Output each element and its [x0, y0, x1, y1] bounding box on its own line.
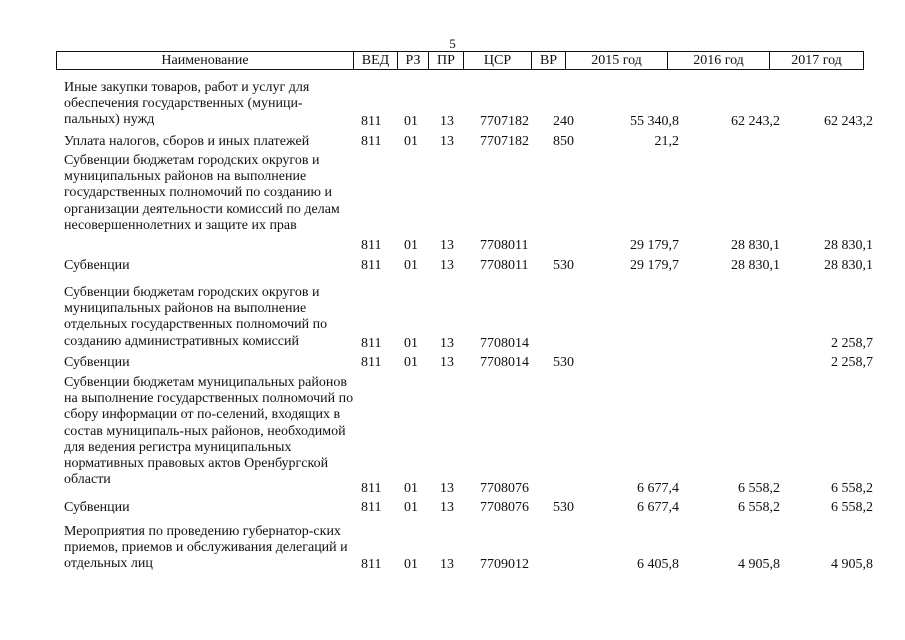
row-csr: 7709012 [480, 557, 529, 572]
row-pr: 13 [440, 355, 454, 370]
row-rz: 01 [404, 355, 418, 370]
row-name: Иные закупки товаров, работ и услуг для обеспечения государственных (муници-пальных) нужд [64, 80, 310, 128]
header-2017: 2017 год [769, 52, 863, 69]
row-rz: 01 [404, 481, 418, 496]
row-pr: 13 [440, 134, 454, 149]
row-csr: 7708011 [480, 258, 529, 273]
row-vr: 240 [553, 114, 574, 129]
row-2017: 2 258,7 [831, 355, 873, 370]
header-2015: 2015 год [565, 52, 667, 69]
row-ved: 811 [361, 114, 382, 129]
row-2015: 6 405,8 [637, 557, 679, 572]
row-csr: 7707182 [480, 114, 529, 129]
header-name: Наименование [161, 53, 249, 68]
row-2015: 29 179,7 [630, 258, 679, 273]
header-2016: 2016 год [667, 52, 769, 69]
row-2017: 28 830,1 [824, 238, 873, 253]
row-ved: 811 [361, 500, 382, 515]
row-pr: 13 [440, 557, 454, 572]
row-2017: 2 258,7 [831, 336, 873, 351]
row-ved: 811 [361, 258, 382, 273]
header-rz: РЗ [397, 52, 428, 69]
row-rz: 01 [404, 500, 418, 515]
row-rz: 01 [404, 134, 418, 149]
table-header [56, 51, 864, 70]
row-name: Мероприятия по проведению губернатор-ских приемов, приемов и обслуживания делегаций и отдельных лиц [64, 524, 348, 572]
row-rz: 01 [404, 336, 418, 351]
row-name: Уплата налогов, сборов и иных платежей [64, 134, 310, 149]
row-rz: 01 [404, 238, 418, 253]
row-rz: 01 [404, 557, 418, 572]
row-csr: 7708014 [480, 336, 529, 351]
row-2015: 29 179,7 [630, 238, 679, 253]
row-2016: 28 830,1 [731, 238, 780, 253]
row-pr: 13 [440, 114, 454, 129]
row-2015: 6 677,4 [637, 481, 679, 496]
row-2017: 62 243,2 [824, 114, 873, 129]
row-name: Субвенции бюджетам муниципальных районов на выполнение государственных полномочий по сбору информации от по-селений, входящих в состав муниципаль-ных районов, необходимой для ведения регистра муниципальных нормативных правовых актов Оренбургской области [64, 375, 354, 488]
row-ved: 811 [361, 336, 382, 351]
row-2016: 6 558,2 [738, 481, 780, 496]
header-ved: ВЕД [353, 52, 397, 69]
row-vr: 530 [553, 258, 574, 273]
row-pr: 13 [440, 336, 454, 351]
row-2015: 55 340,8 [630, 114, 679, 129]
row-name: Субвенции [64, 355, 130, 370]
header-csr: ЦСР [463, 52, 531, 69]
row-ved: 811 [361, 134, 382, 149]
row-pr: 13 [440, 500, 454, 515]
row-2017: 6 558,2 [831, 500, 873, 515]
row-name: Субвенции [64, 500, 130, 515]
row-vr: 530 [553, 500, 574, 515]
row-2015: 6 677,4 [637, 500, 679, 515]
row-2017: 28 830,1 [824, 258, 873, 273]
header-vr: ВР [531, 52, 565, 69]
row-rz: 01 [404, 114, 418, 129]
row-rz: 01 [404, 258, 418, 273]
row-ved: 811 [361, 355, 382, 370]
row-ved: 811 [361, 238, 382, 253]
row-vr: 530 [553, 355, 574, 370]
row-2017: 4 905,8 [831, 557, 873, 572]
row-2016: 6 558,2 [738, 500, 780, 515]
row-2015: 21,2 [654, 134, 679, 149]
row-ved: 811 [361, 481, 382, 496]
row-2016: 62 243,2 [731, 114, 780, 129]
row-csr: 7708011 [480, 238, 529, 253]
row-2016: 28 830,1 [731, 258, 780, 273]
row-name: Субвенции [64, 258, 130, 273]
row-pr: 13 [440, 481, 454, 496]
row-2016: 4 905,8 [738, 557, 780, 572]
row-pr: 13 [440, 258, 454, 273]
row-csr: 7708076 [480, 500, 529, 515]
row-name: Субвенции бюджетам городских округов и муниципальных районов на выполнение государственных полномочий по созданию и организации деятельности комиссий по делам несовершеннолетних и защите их прав [64, 153, 340, 233]
row-vr: 850 [553, 134, 574, 149]
header-pr: ПР [428, 52, 463, 69]
row-name: Субвенции бюджетам городских округов и муниципальных районов на выполнение отдельных государственных полномочий по созданию административных комиссий [64, 285, 328, 349]
row-csr: 7708076 [480, 481, 529, 496]
row-pr: 13 [440, 238, 454, 253]
page-number: 5 [449, 36, 456, 51]
row-2017: 6 558,2 [831, 481, 873, 496]
row-csr: 7707182 [480, 134, 529, 149]
row-csr: 7708014 [480, 355, 529, 370]
row-ved: 811 [361, 557, 382, 572]
